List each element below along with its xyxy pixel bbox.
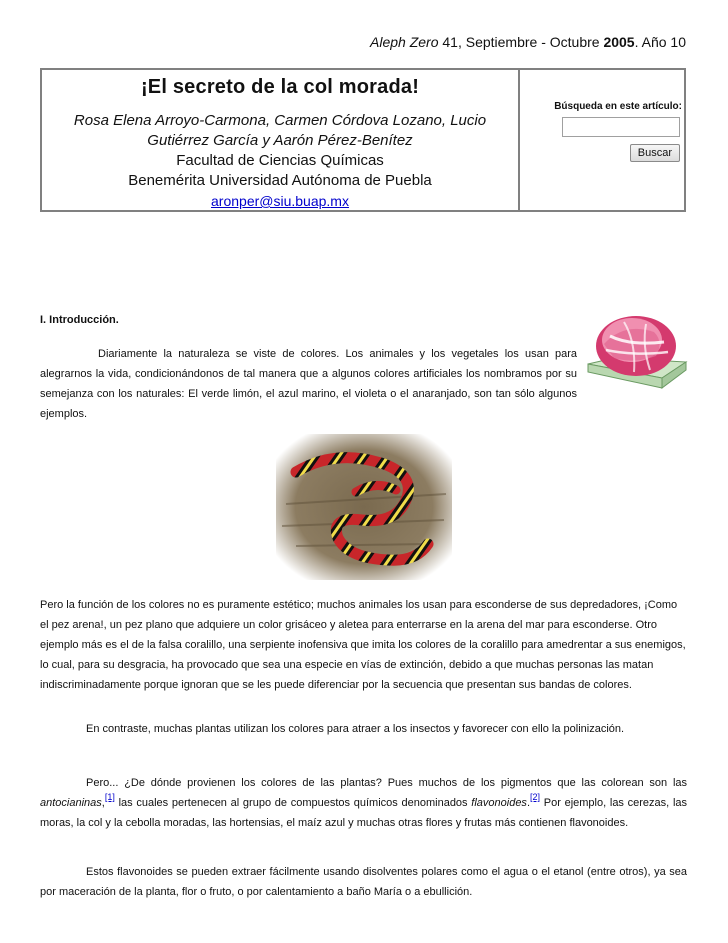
intro-paragraph-2: Pero la función de los colores no es puramente estético; muchos animales los usan para esconderse de sus depredadores, ¡Como el pez arena!, un pez plano que adquiere un color grisáceo y aletea para enterrarse en la arena del mar para esconderse. Otro ejemplo más es el de la falsa coralillo, una serpiente inofensiva que imita los colores de la coralillo para amedrentar a sus enemigos, lo cual, para su desgracia, ha provocado que sea una especie en vías de extinción, debido a que muchas personas las matan indiscriminadamente porque ignoran que se les puede diferenciar por la secuencia que presentan sus bandas de colores.: [40, 599, 686, 691]
issue-suffix: . Año 10: [634, 34, 686, 50]
author-email-link[interactable]: aronper@siu.buap.mx: [211, 193, 349, 209]
masthead: [370, 34, 686, 50]
p4-text-c: Por ejemplo, las cerezas, las moras, la col y la cebolla moradas, las hortensias, el maíz azul y muchas otras flores y frutas más contienen flavonoides.: [40, 797, 688, 829]
p4-text-b: las cuales pertenecen al grupo de compuestos químicos denominados: [114, 797, 472, 809]
section-heading: I. Introducción.: [40, 314, 119, 326]
issue-year: 2005: [603, 34, 635, 50]
intro-paragraph-5-text: Estos flavonoides se pueden extraer fácilmente usando disolventes polares como el agua o el etanol (entre otros), ya sea por maceración de la planta, flor o fruto, o por calentamiento a baño María o a ebullición.: [40, 866, 687, 898]
intro-paragraph-3-text: En contraste, muchas plantas utilizan los colores para atraer a los insectos y favorecer con ello la polinización.: [86, 723, 625, 735]
term-antocianinas: antocianinas: [40, 797, 102, 809]
intro-paragraph-1: [40, 344, 577, 424]
faculty: Facultad de Ciencias Químicas: [176, 152, 384, 169]
article-authors: Rosa Elena Arroyo-Carmona, Carmen Córdova Lozano, Lucio Gutiérrez García y Aarón Pérez-Benítez: [73, 112, 487, 149]
intro-paragraph-3: [40, 719, 687, 739]
term-flavonoides: flavonoides: [471, 797, 527, 809]
magazine-name: Aleph Zero: [370, 34, 439, 50]
red-cabbage-image: [584, 312, 688, 392]
search-panel: [520, 70, 684, 210]
search-input[interactable]: [562, 117, 680, 137]
search-button[interactable]: Buscar: [630, 144, 680, 162]
article-info: [42, 70, 520, 210]
issue-prefix: 41, Septiembre - Octubre: [438, 34, 604, 50]
intro-paragraph-4: Pero... ¿De dónde provienen los colores de las plantas? Pues muchos de los pigmentos que las colorean son las antocianinas,[1] las cuales pertenecen al grupo de compuestos químicos denominados flavonoides.[2] Por ejemplo, las cerezas, las moras, la col y la cebolla moradas, las hortensias, el maíz azul y muchas otras flores y frutas más contienen flavonoides.: [40, 777, 688, 829]
footnote-1-link[interactable]: [1]: [104, 792, 115, 802]
article-header: [40, 68, 686, 212]
article-title: ¡El secreto de la col morada!: [140, 76, 420, 98]
p4-text-a: Pero... ¿De dónde provienen los colores de las plantas? Pues muchos de los pigmentos que las colorean son las: [86, 777, 687, 789]
coral-snake-image: [276, 434, 452, 580]
intro-paragraph-1-text: Diariamente la naturaleza se viste de colores. Los animales y los vegetales los usan para alegrarnos la vida, condicionándonos de tal manera que a algunos colores artificiales los nombramos por su semejanza con los naturales: El verde limón, el azul marino, el violeta o el anaranjado, son tan sólo algunos ejemplos.: [40, 348, 577, 420]
search-label: Búsqueda en este artículo:: [554, 101, 682, 112]
footnote-2-link[interactable]: [2]: [530, 792, 541, 802]
intro-paragraph-5: [40, 862, 687, 902]
university: Benemérita Universidad Autónoma de Puebla: [128, 172, 432, 189]
